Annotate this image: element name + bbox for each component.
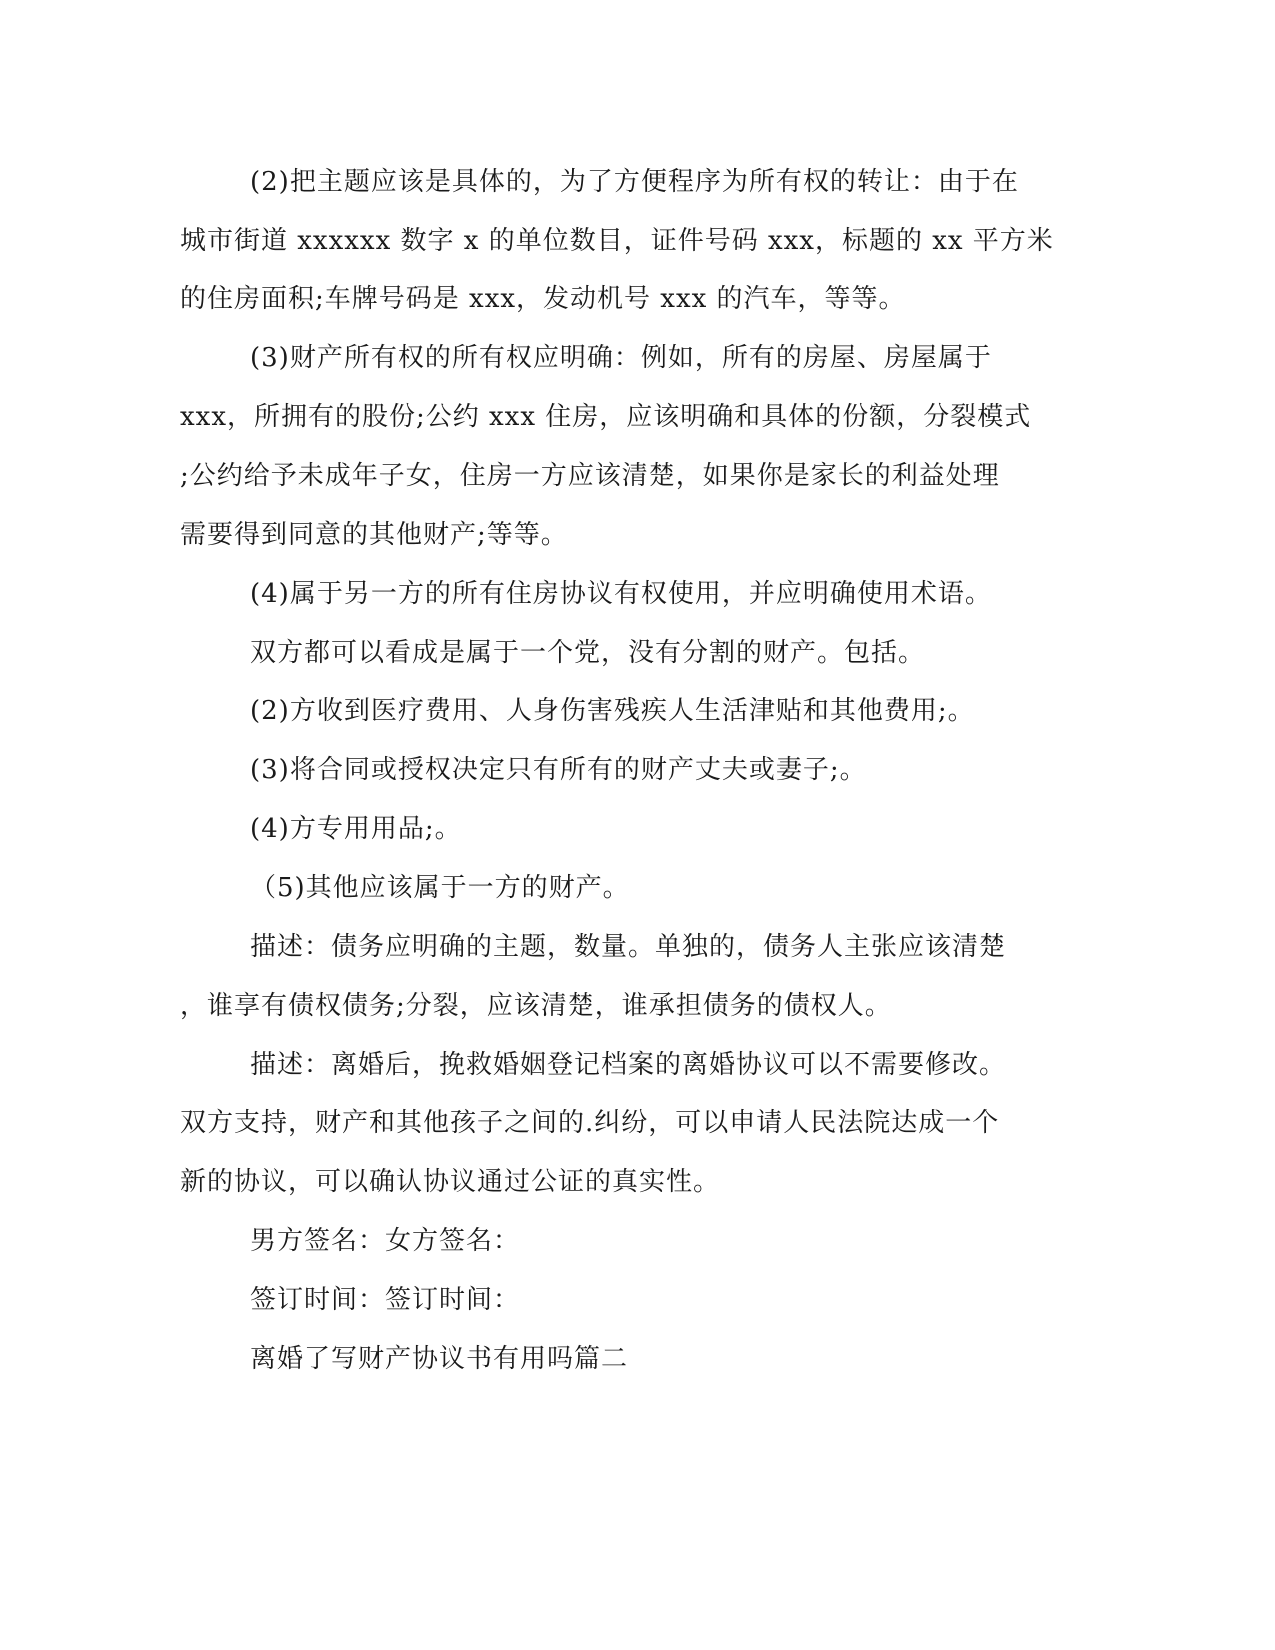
paragraph-line: 新的协议，可以确认协议通过公证的真实性。 [180, 1167, 721, 1197]
paragraph-line: (4)方专用用品;。 [250, 814, 462, 844]
paragraph-line: 需要得到同意的其他财产;等等。 [180, 520, 568, 550]
paragraph-line: 描述：债务应明确的主题，数量。单独的，债务人主张应该清楚 [250, 932, 1007, 962]
section-heading: 离婚了写财产协议书有用吗篇二 [250, 1344, 629, 1374]
paragraph-line: 城市街道 xxxxxx 数字 x 的单位数目，证件号码 xxx，标题的 xx 平方米 [180, 226, 1054, 256]
paragraph-line: 双方支持，财产和其他孩子之间的.纠纷，可以申请人民法院达成一个 [180, 1108, 1000, 1138]
paragraph-line: ;公约给予未成年子女，住房一方应该清楚，如果你是家长的利益处理 [180, 461, 1000, 491]
paragraph-line: ，谁享有债权债务;分裂，应该清楚，谁承担债务的债权人。 [180, 991, 892, 1021]
date-line: 签订时间：签订时间： [250, 1285, 521, 1315]
paragraph-line: （5)其他应该属于一方的财产。 [250, 873, 630, 903]
signature-line: 男方签名：女方签名： [250, 1226, 521, 1256]
paragraph-line: xxx，所拥有的股份;公约 xxx 住房，应该明确和具体的份额，分裂模式 [180, 402, 1032, 432]
paragraph-line: (4)属于另一方的所有住房协议有权使用，并应明确使用术语。 [250, 579, 992, 609]
paragraph-line: 双方都可以看成是属于一个党，没有分割的财产。包括。 [250, 638, 926, 668]
paragraph-line: (3)将合同或授权决定只有所有的财产丈夫或妻子;。 [250, 755, 867, 785]
paragraph-line: (2)方收到医疗费用、人身伤害残疾人生活津贴和其他费用;。 [250, 696, 975, 726]
paragraph-line: 的住房面积;车牌号码是 xxx，发动机号 xxx 的汽车，等等。 [180, 284, 906, 314]
paragraph-line: 描述：离婚后，挽救婚姻登记档案的离婚协议可以不需要修改。 [250, 1050, 1007, 1080]
paragraph-line: (2)把主题应该是具体的，为了方便程序为所有权的转让：由于在 [250, 167, 1019, 197]
paragraph-line: (3)财产所有权的所有权应明确：例如，所有的房屋、房屋属于 [250, 343, 992, 373]
